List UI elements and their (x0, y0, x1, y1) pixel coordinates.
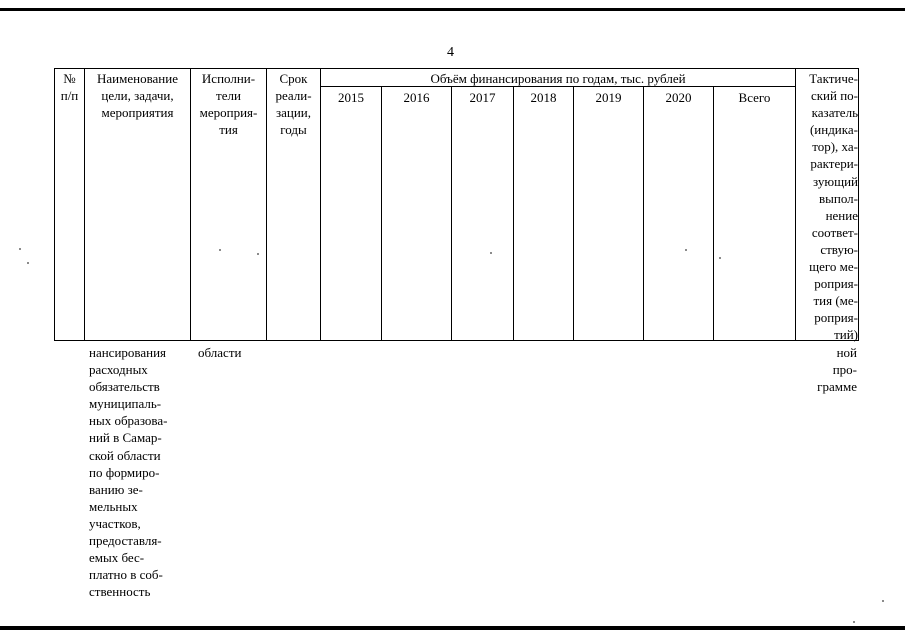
header-year: 2019 (595, 90, 622, 105)
scan-speck (27, 262, 29, 264)
scan-speck (490, 252, 492, 254)
column-border (513, 87, 514, 341)
column-border (320, 68, 321, 341)
header-name: Наименование цели, задачи, мероприятия (97, 71, 178, 121)
page-number: 4 (447, 45, 454, 60)
header-year: 2015 (338, 90, 364, 105)
scan-speck (882, 600, 884, 602)
header-indicator: Тактиче- ский по- казатель (индика- тор), ха- рактери- зующий выпол- нение соответ- ствую- щего ме- роприя- тия (ме- роприя- тий) (809, 71, 858, 343)
scan-speck (685, 249, 687, 251)
header-year: 2018 (530, 90, 557, 105)
header-year: 2017 (469, 90, 496, 105)
column-border (573, 87, 574, 341)
column-border (643, 87, 644, 341)
continuation-indicator: ной про- грамме (817, 345, 857, 395)
header-number: № п/п (60, 71, 79, 104)
continuation-name: нансирования расходных обязательств муниципаль- ных образова- ний в Самар- ской области по формиро- ванию зе- мельных участков, предоставля- емых бес- платно в соб- ственность (89, 345, 168, 600)
header-year: 2020 (665, 90, 692, 105)
header-year: 2016 (403, 90, 430, 105)
column-border (451, 87, 452, 341)
table-bottom-border (54, 340, 859, 341)
scan-speck (257, 253, 259, 255)
scan-speck (219, 249, 221, 251)
scan-speck (719, 257, 721, 259)
header-total: Всего (738, 90, 771, 105)
column-border (713, 87, 714, 341)
scan-speck (853, 621, 855, 623)
header-term: Срок реали- зации, годы (275, 71, 312, 138)
table-top-border (54, 68, 859, 69)
scan-speck (19, 248, 21, 250)
scan-border-top (0, 8, 905, 11)
header-financing: Объём финансирования по годам, тыс. рублей (430, 71, 686, 86)
column-border (54, 68, 55, 341)
header-executors: Исполни- тели мероприя- тия (199, 71, 258, 138)
column-border (858, 68, 859, 341)
column-border (381, 87, 382, 341)
scan-border-bottom (0, 626, 905, 630)
continuation-executors: области (198, 345, 242, 360)
